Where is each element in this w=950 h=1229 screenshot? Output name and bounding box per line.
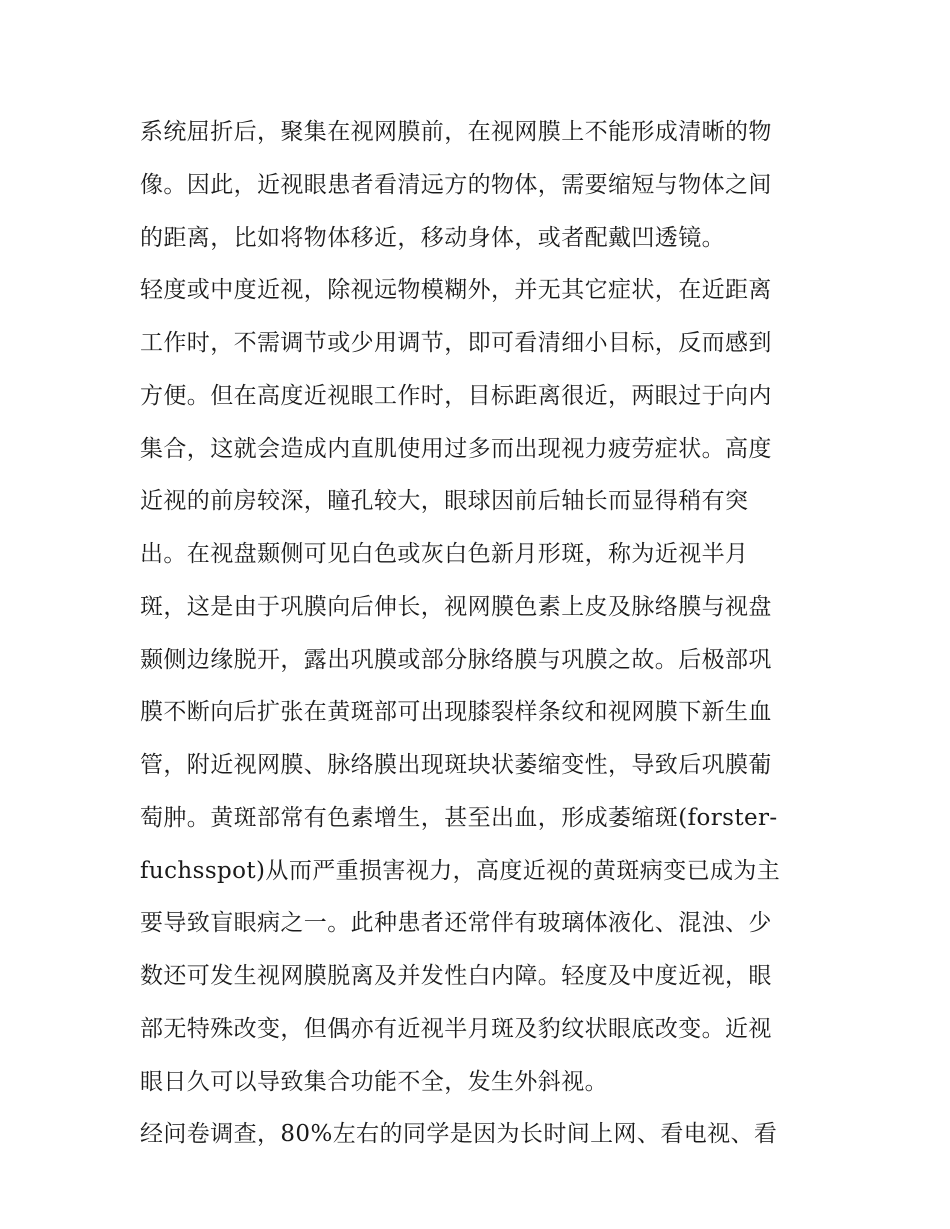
text-line: 斑，这是由于巩膜向后伸长，视网膜色素上皮及脉络膜与视盘: [140, 593, 772, 620]
text-line: 眼日久可以导致集合功能不全，发生外斜视。: [140, 1068, 608, 1095]
document-body: [140, 106, 812, 1161]
text-line: 方便。但在高度近视眼工作时，目标距离很近，两眼过于向内: [140, 382, 772, 409]
text-line: 颞侧边缘脱开，露出巩膜或部分脉络膜与巩膜之故。后极部巩: [140, 646, 772, 673]
text-line: 部无特殊改变，但偶亦有近视半月斑及豹纹状眼底改变。近视: [140, 1015, 772, 1042]
text-line: 数还可发生视网膜脱离及并发性白内障。轻度及中度近视，眼: [140, 963, 772, 989]
text-line: 萄肿。黄斑部常有色素增生，甚至出血，形成萎缩斑(forster-: [140, 804, 778, 831]
text-line: 工作时，不需调节或少用调节，即可看清细小目标，反而感到: [140, 330, 772, 356]
text-line: 集合，这就会造成内直肌使用过多而出现视力疲劳症状。高度: [140, 435, 772, 462]
text-line: 系统屈折后，聚集在视网膜前，在视网膜上不能形成清晰的物: [140, 119, 772, 145]
text-line: 像。因此，近视眼患者看清远方的物体，需要缩短与物体之间: [140, 171, 772, 198]
text-line: 的距离，比如将物体移近，移动身体，或者配戴凹透镜。: [140, 224, 725, 251]
text-line: 轻度或中度近视，除视远物模糊外，并无其它症状，在近距离: [140, 277, 772, 304]
text-line: 管，附近视网膜、脉络膜出现斑块状萎缩变性，导致后巩膜葡: [140, 752, 772, 778]
text-line: 要导致盲眼病之一。此种患者还常伴有玻璃体液化、混浊、少: [140, 910, 772, 937]
text-line: 出。在视盘颞侧可见白色或灰白色新月形斑，称为近视半月: [140, 541, 749, 567]
text-line: 膜不断向后扩张在黄斑部可出现膝裂样条纹和视网膜下新生血: [140, 699, 772, 726]
text-line: 近视的前房较深，瞳孔较大，眼球因前后轴长而显得稍有突: [140, 488, 749, 515]
text-line: fuchsspot)从而严重损害视力，高度近视的黄斑病变已成为主: [140, 857, 781, 884]
text-line: 经问卷调查，80%左右的同学是因为长时间上网、看电视、看: [140, 1121, 778, 1148]
